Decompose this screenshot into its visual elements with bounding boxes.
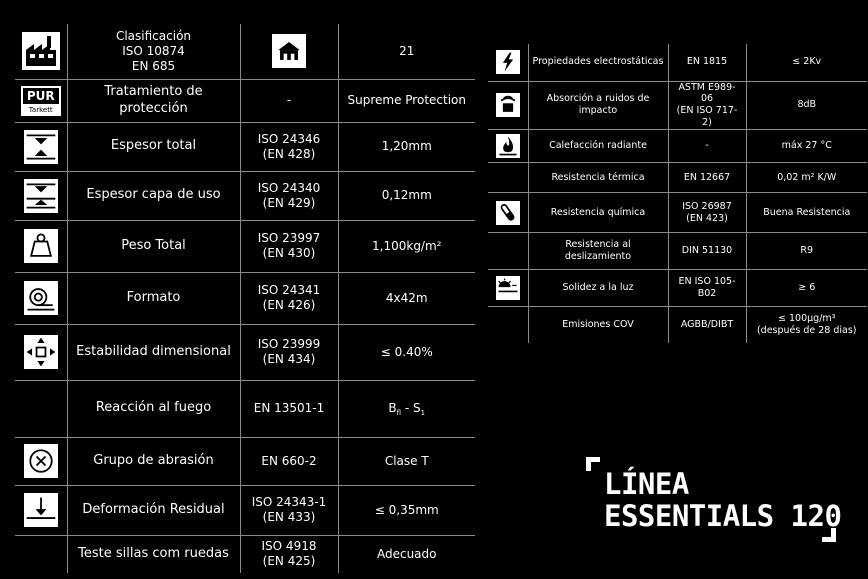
table-row — [488, 130, 867, 163]
property-abrasion-group: Grupo de abrasión — [67, 437, 240, 485]
property-slip-resistance: Resistencia al deslizamiento — [528, 233, 668, 270]
standard-dimensional-stability: ISO 23999 (EN 434) — [240, 324, 338, 380]
corner-bracket-top-left — [586, 457, 600, 471]
property-electrostatic: Propiedades electrostáticas — [528, 44, 668, 81]
property-light-fastness: Solidez a la luz — [528, 270, 668, 307]
factory-icon — [22, 32, 60, 70]
property-dimensional-stability: Estabilidad dimensional — [67, 324, 240, 380]
specs-table-left — [15, 24, 475, 573]
property-total-thickness: Espesor total — [67, 122, 240, 171]
table-row — [15, 380, 475, 437]
corner-bracket-bottom-right — [822, 528, 836, 542]
table-row — [488, 307, 867, 343]
icon-cell — [15, 79, 67, 122]
standard-abrasion-group: EN 660-2 — [240, 437, 338, 485]
property-wear-layer: Espesor capa de uso — [67, 171, 240, 220]
table-row — [15, 272, 475, 324]
icon-cell — [15, 24, 67, 79]
icon-cell — [488, 307, 528, 343]
table-row — [15, 535, 475, 573]
standard-fire-reaction: EN 13501-1 — [240, 380, 338, 437]
roll-icon — [22, 279, 60, 317]
value-fire-reaction — [338, 380, 475, 437]
pur-tarkett-icon — [21, 86, 61, 116]
property-format: Formato — [67, 272, 240, 324]
value-wear-layer: 0,12mm — [338, 171, 475, 220]
property-protection-treatment: Tratamiento de protección — [67, 79, 240, 122]
table-row — [15, 79, 475, 122]
standard-slip-resistance: DIN 51130 — [668, 233, 746, 270]
icon-cell — [15, 437, 67, 485]
property-classification: Clasificación ISO 10874 EN 685 — [67, 24, 240, 79]
value-voc-emissions: ≤ 100μg/m³ (después de 28 dias) — [746, 307, 867, 343]
house-icon — [270, 32, 308, 70]
value-residual-deformation: ≤ 0,35mm — [338, 485, 475, 535]
standard-format: ISO 24341 (EN 426) — [240, 272, 338, 324]
icon-cell — [488, 193, 528, 233]
pur-label: PUR — [23, 88, 59, 104]
table-row — [15, 437, 475, 485]
table-row — [488, 193, 867, 233]
table-row — [15, 485, 475, 535]
tarkett-label: Tarkett — [28, 105, 53, 114]
property-radiant-heating: Calefacción radiante — [528, 130, 668, 163]
table-row — [15, 122, 475, 171]
standard-total-thickness: ISO 24346 (EN 428) — [240, 122, 338, 171]
value-castor-chair: Adecuado — [338, 535, 475, 573]
icon-cell — [488, 44, 528, 81]
standard-residual-deformation: ISO 24343-1 (EN 433) — [240, 485, 338, 535]
standard-total-weight: ISO 23997 (EN 430) — [240, 220, 338, 272]
thickness-icon — [22, 128, 60, 166]
table-row — [15, 24, 475, 79]
fire-class: B — [388, 401, 397, 415]
smoke-class-sub: 1 — [420, 409, 426, 417]
smoke-class: - S — [401, 401, 421, 415]
value-chemical-resistance: Buena Resistencia — [746, 193, 867, 233]
standard-impact-noise: ASTM E989-06 (EN ISO 717-2) — [668, 81, 746, 130]
standard-protection-treatment: - — [240, 79, 338, 122]
chemical-resistance-icon — [494, 199, 522, 227]
value-radiant-heating: máx 27 °C — [746, 130, 867, 163]
standard-thermal-resistance: EN 12667 — [668, 163, 746, 193]
property-fire-reaction: Reacción al fuego — [67, 380, 240, 437]
table-row — [488, 233, 867, 270]
value-electrostatic: ≤ 2Kv — [746, 44, 867, 81]
property-total-weight: Peso Total — [67, 220, 240, 272]
table-row — [15, 171, 475, 220]
icon-cell — [240, 24, 338, 79]
property-voc-emissions: Emisiones COV — [528, 307, 668, 343]
value-abrasion-group: Clase T — [338, 437, 475, 485]
value-impact-noise: 8dB — [746, 81, 867, 130]
abrasion-icon — [22, 442, 60, 480]
icon-cell — [15, 324, 67, 380]
property-impact-noise: Absorción a ruidos de impacto — [528, 81, 668, 130]
value-protection-treatment: Supreme Protection — [338, 79, 475, 122]
icon-cell — [15, 272, 67, 324]
property-thermal-resistance: Resistencia térmica — [528, 163, 668, 193]
value-dimensional-stability: ≤ 0.40% — [338, 324, 475, 380]
icon-cell — [488, 163, 528, 193]
standard-radiant-heating: - — [668, 130, 746, 163]
electrostatic-icon — [494, 48, 522, 76]
light-fastness-icon — [494, 274, 522, 302]
value-format: 4x42m — [338, 272, 475, 324]
residual-deformation-icon — [22, 491, 60, 529]
standard-electrostatic: EN 1815 — [668, 44, 746, 81]
property-residual-deformation: Deformación Residual — [67, 485, 240, 535]
impact-noise-icon — [494, 91, 522, 119]
dimensional-stability-icon — [22, 333, 60, 371]
fire-class-sub: fl — [396, 409, 402, 417]
standard-voc-emissions: AGBB/DIBT — [668, 307, 746, 343]
icon-cell — [15, 485, 67, 535]
icon-cell — [15, 535, 67, 573]
value-slip-resistance: R9 — [746, 233, 867, 270]
value-light-fastness: ≥ 6 — [746, 270, 867, 307]
value-classification: 21 — [338, 24, 475, 79]
standard-chemical-resistance: ISO 26987 (EN 423) — [668, 193, 746, 233]
standard-castor-chair: ISO 4918 (EN 425) — [240, 535, 338, 573]
table-row — [15, 220, 475, 272]
icon-cell — [15, 220, 67, 272]
icon-cell — [15, 122, 67, 171]
property-castor-chair: Teste sillas com ruedas — [67, 535, 240, 573]
product-line-title — [586, 457, 842, 542]
weight-icon — [22, 227, 60, 265]
value-thermal-resistance: 0,02 m² K/W — [746, 163, 867, 193]
icon-cell — [488, 130, 528, 163]
table-row — [15, 324, 475, 380]
specs-table-right — [488, 44, 867, 343]
icon-cell — [488, 233, 528, 270]
title-line-1: LÍNEA — [604, 467, 689, 501]
wear-layer-icon — [22, 177, 60, 215]
table-row — [488, 270, 867, 307]
radiant-heating-icon — [494, 132, 522, 160]
table-row — [488, 44, 867, 81]
title-line-2: ESSENTIALS 120 — [604, 499, 842, 533]
table-row — [488, 81, 867, 130]
value-total-thickness: 1,20mm — [338, 122, 475, 171]
table-row — [488, 163, 867, 193]
property-chemical-resistance: Resistencia química — [528, 193, 668, 233]
value-total-weight: 1,100kg/m² — [338, 220, 475, 272]
icon-cell — [15, 171, 67, 220]
icon-cell — [488, 81, 528, 130]
icon-cell — [488, 270, 528, 307]
icon-cell — [15, 380, 67, 437]
standard-light-fastness: EN ISO 105-B02 — [668, 270, 746, 307]
standard-wear-layer: ISO 24340 (EN 429) — [240, 171, 338, 220]
